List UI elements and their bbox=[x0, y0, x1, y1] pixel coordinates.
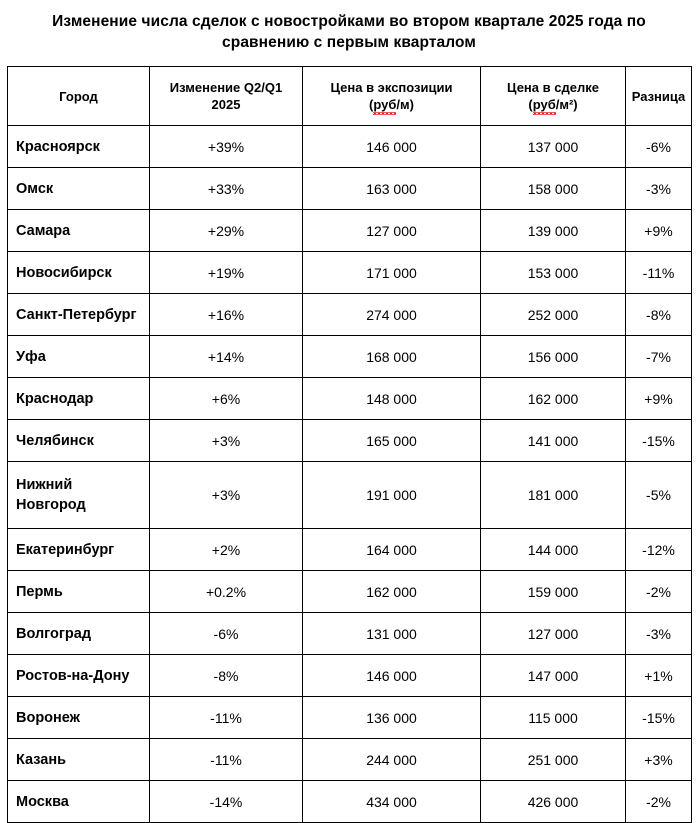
cell-change: -14% bbox=[150, 781, 303, 823]
table-row bbox=[8, 613, 692, 655]
spellcheck-underline-rub: руб bbox=[373, 97, 397, 112]
column-header-exposition-price-label: Цена в экспозиции bbox=[330, 80, 453, 95]
cell-deal-price: 139 000 bbox=[481, 210, 626, 252]
column-header-deal-price-sub bbox=[481, 96, 625, 113]
cell-change: +2% bbox=[150, 529, 303, 571]
cell-city bbox=[8, 126, 150, 168]
cell-exposition-price: 164 000 bbox=[303, 529, 481, 571]
cell-change: +0.2% bbox=[150, 571, 303, 613]
cell-city bbox=[8, 294, 150, 336]
cell-difference: -2% bbox=[626, 571, 692, 613]
cell-city bbox=[8, 252, 150, 294]
city-name: Самара bbox=[16, 222, 71, 239]
cell-deal-price: 137 000 bbox=[481, 126, 626, 168]
city-name: Краснодар bbox=[16, 390, 94, 407]
column-header-change-sub: 2025 bbox=[211, 97, 241, 112]
column-header-change bbox=[150, 67, 303, 126]
cell-change: -11% bbox=[150, 697, 303, 739]
table-row bbox=[8, 781, 692, 823]
cell-difference: -8% bbox=[626, 294, 692, 336]
cell-difference: -3% bbox=[626, 613, 692, 655]
cell-city bbox=[8, 210, 150, 252]
cell-exposition-price: 136 000 bbox=[303, 697, 481, 739]
cell-change: +19% bbox=[150, 252, 303, 294]
cell-deal-price: 115 000 bbox=[481, 697, 626, 739]
column-header-change-label: Изменение Q2/Q1 bbox=[169, 80, 283, 95]
table-container bbox=[7, 66, 691, 823]
cell-deal-price: 141 000 bbox=[481, 420, 626, 462]
column-header-deal-price bbox=[481, 67, 626, 126]
column-header-exposition-price bbox=[303, 67, 481, 126]
cell-exposition-price: 148 000 bbox=[303, 378, 481, 420]
cell-difference: +3% bbox=[626, 739, 692, 781]
cell-city bbox=[8, 571, 150, 613]
paren-open: ( bbox=[369, 97, 374, 112]
cell-difference: +9% bbox=[626, 378, 692, 420]
cell-exposition-price: 244 000 bbox=[303, 739, 481, 781]
column-header-exposition-price-sub bbox=[303, 96, 480, 113]
column-header-city-label: Город bbox=[59, 88, 98, 104]
cell-city bbox=[8, 613, 150, 655]
city-name: Екатеринбург bbox=[16, 541, 115, 558]
table-row bbox=[8, 210, 692, 252]
city-name: Новосибирск bbox=[16, 264, 112, 281]
cell-difference: -5% bbox=[626, 462, 692, 529]
city-name-line-2: Новгород bbox=[16, 497, 86, 513]
cell-deal-price: 162 000 bbox=[481, 378, 626, 420]
cell-deal-price: 153 000 bbox=[481, 252, 626, 294]
cell-difference: -3% bbox=[626, 168, 692, 210]
cell-exposition-price: 163 000 bbox=[303, 168, 481, 210]
table-row bbox=[8, 336, 692, 378]
cell-deal-price: 426 000 bbox=[481, 781, 626, 823]
cell-difference: -7% bbox=[626, 336, 692, 378]
cell-city bbox=[8, 739, 150, 781]
cell-difference: +9% bbox=[626, 210, 692, 252]
table-body bbox=[8, 126, 692, 823]
city-name: Ростов-на-Дону bbox=[16, 667, 130, 684]
cell-exposition-price: 146 000 bbox=[303, 126, 481, 168]
column-header-deal-price-label: Цена в сделке bbox=[507, 80, 599, 95]
cell-change: -8% bbox=[150, 655, 303, 697]
table-row bbox=[8, 252, 692, 294]
city-name: Москва bbox=[16, 793, 69, 810]
cell-exposition-price: 127 000 bbox=[303, 210, 481, 252]
city-name: Пермь bbox=[16, 583, 63, 600]
cell-exposition-price: 434 000 bbox=[303, 781, 481, 823]
cell-change: +14% bbox=[150, 336, 303, 378]
cell-city bbox=[8, 378, 150, 420]
cell-city bbox=[8, 420, 150, 462]
table-header-row bbox=[8, 67, 692, 126]
cell-change: -6% bbox=[150, 613, 303, 655]
spellcheck-underline-rub: руб bbox=[532, 97, 556, 112]
city-name: Нижний bbox=[16, 477, 73, 493]
page-title bbox=[0, 0, 698, 53]
city-name: Казань bbox=[16, 751, 67, 768]
cell-city bbox=[8, 336, 150, 378]
cell-deal-price: 181 000 bbox=[481, 462, 626, 529]
column-header-difference bbox=[626, 67, 692, 126]
table-row bbox=[8, 420, 692, 462]
cell-city bbox=[8, 697, 150, 739]
cell-exposition-price: 191 000 bbox=[303, 462, 481, 529]
page-title-line-1: Изменение числа сделок с новостройками во втором квартале 2025 года по bbox=[52, 13, 646, 30]
cell-exposition-price: 162 000 bbox=[303, 571, 481, 613]
cell-deal-price: 156 000 bbox=[481, 336, 626, 378]
cell-deal-price: 147 000 bbox=[481, 655, 626, 697]
column-header-city bbox=[8, 67, 150, 126]
cell-deal-price: 127 000 bbox=[481, 613, 626, 655]
cell-city bbox=[8, 529, 150, 571]
cell-difference: -2% bbox=[626, 781, 692, 823]
table-row bbox=[8, 655, 692, 697]
table-row bbox=[8, 294, 692, 336]
cell-deal-price: 252 000 bbox=[481, 294, 626, 336]
table-row bbox=[8, 126, 692, 168]
city-name: Челябинск bbox=[16, 432, 94, 449]
cell-exposition-price: 146 000 bbox=[303, 655, 481, 697]
cell-exposition-price: 274 000 bbox=[303, 294, 481, 336]
table-row bbox=[8, 168, 692, 210]
cell-difference: +1% bbox=[626, 655, 692, 697]
cell-change: +16% bbox=[150, 294, 303, 336]
deals-change-table bbox=[7, 66, 692, 823]
cell-change: +3% bbox=[150, 420, 303, 462]
city-name: Красноярск bbox=[16, 138, 100, 155]
table-row bbox=[8, 571, 692, 613]
cell-change: +29% bbox=[150, 210, 303, 252]
cell-difference: -6% bbox=[626, 126, 692, 168]
cell-exposition-price: 131 000 bbox=[303, 613, 481, 655]
table-row bbox=[8, 529, 692, 571]
cell-deal-price: 144 000 bbox=[481, 529, 626, 571]
cell-difference: -11% bbox=[626, 252, 692, 294]
table-row bbox=[8, 739, 692, 781]
cell-change: -11% bbox=[150, 739, 303, 781]
city-name: Санкт-Петербург bbox=[16, 306, 137, 323]
cell-deal-price: 251 000 bbox=[481, 739, 626, 781]
cell-difference: -15% bbox=[626, 420, 692, 462]
cell-change: +3% bbox=[150, 462, 303, 529]
cell-city bbox=[8, 781, 150, 823]
cell-deal-price: 159 000 bbox=[481, 571, 626, 613]
page-title-line-2: сравнению с первым кварталом bbox=[222, 34, 476, 51]
unit-suffix: /м²) bbox=[555, 97, 578, 112]
cell-deal-price: 158 000 bbox=[481, 168, 626, 210]
cell-city bbox=[8, 168, 150, 210]
unit-suffix: /м) bbox=[396, 97, 414, 112]
cell-difference: -12% bbox=[626, 529, 692, 571]
table-row bbox=[8, 462, 692, 529]
table-row bbox=[8, 378, 692, 420]
cell-city bbox=[8, 462, 150, 529]
cell-exposition-price: 168 000 bbox=[303, 336, 481, 378]
cell-exposition-price: 165 000 bbox=[303, 420, 481, 462]
cell-exposition-price: 171 000 bbox=[303, 252, 481, 294]
city-name: Воронеж bbox=[16, 709, 80, 726]
cell-city bbox=[8, 655, 150, 697]
city-name: Волгоград bbox=[16, 625, 92, 642]
city-name: Уфа bbox=[16, 348, 46, 365]
cell-change: +39% bbox=[150, 126, 303, 168]
city-name: Омск bbox=[16, 180, 54, 197]
cell-change: +33% bbox=[150, 168, 303, 210]
cell-change: +6% bbox=[150, 378, 303, 420]
column-header-difference-label: Разница bbox=[631, 88, 686, 104]
cell-difference: -15% bbox=[626, 697, 692, 739]
table-row bbox=[8, 697, 692, 739]
paren-open: ( bbox=[528, 97, 533, 112]
table-header bbox=[8, 67, 692, 126]
